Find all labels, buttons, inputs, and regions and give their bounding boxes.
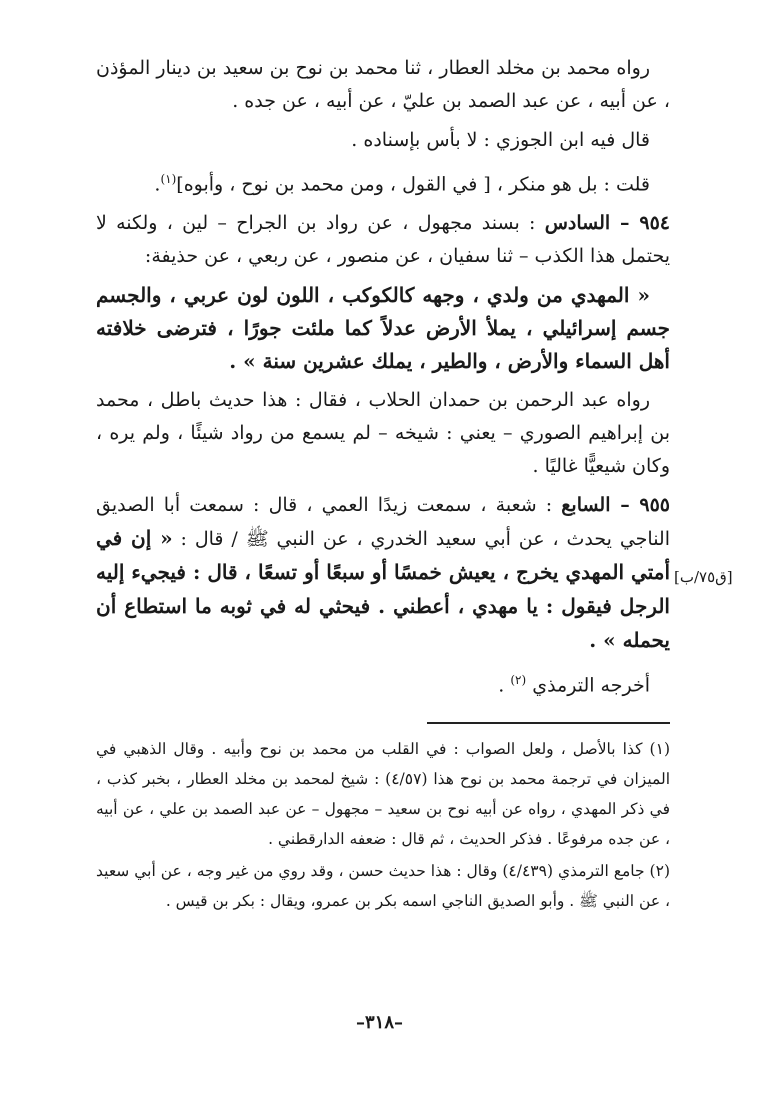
paragraph-takhrij bbox=[96, 664, 670, 702]
isnad-954: : بسند مجهول ، عن رواد بن الجراح – لين ، ولكنه لا يحتمل هذا الكذب – ثنا سفيان ، عن منصور ، عن ربعي ، عن حذيفة: bbox=[96, 212, 670, 268]
paragraph-qultu bbox=[96, 163, 670, 201]
footnote-ref-1[interactable]: (١) bbox=[160, 172, 177, 186]
hadith-text-955: « إن في أمتي المهدي يخرج ، يعيش خمسًا أو سبعًا أو تسعًا ، قال : فيجيء إليه الرجل فيقول : يا مهدي ، أعطني . فيحثي له في ثوبه ما استطاع أن يحمله » . bbox=[96, 526, 670, 653]
takhrij-end: . bbox=[498, 674, 505, 697]
paragraph-955 bbox=[96, 489, 670, 658]
paragraph-ibn-jawzi: قال فيه ابن الجوزي : لا بأس بإسناده . bbox=[351, 129, 650, 151]
isnad-955: : شعبة ، سمعت زيدًا العمي ، قال : سمعت أبا الصديق الناجي يحدث ، عن أبي سعيد الخدري ، عن النبي ﷺ / قال : bbox=[96, 494, 670, 551]
paragraph-rawah-1: رواه محمد بن مخلد العطار ، ثنا محمد بن نوح بن سعيد بن دينار المؤذن ، عن أبيه ، عن عبد الصمد بن عليّ ، عن أبيه ، عن جده . bbox=[96, 57, 670, 112]
paragraph-rawah-halab: رواه عبد الرحمن بن حمدان الحلاب ، فقال : هذا حديث باطل ، محمد بن إبراهيم الصوري – يعني : شيخه – لم يسمع من رواد شيئًا ، ولم يره ، وكان شيعيًّا غاليًا . bbox=[96, 389, 670, 478]
main-text bbox=[96, 52, 670, 709]
hadith-text-954: « المهدي من ولدي ، وجهه كالكوكب ، اللون لون عربي ، والجسم جسم إسرائيلي ، يملأ الأرض عدلاً كما ملئت جورًا ، فترضى خلافته أهل السماء والأرض ، والطير ، يملك عشرين سنة » . bbox=[96, 283, 670, 374]
footnote-2: (٢) جامع الترمذي (٤/٤٣٩) وقال : هذا حديث حسن ، وقد روي من غير وجه ، عن أبي سعيد ، عن النبي ﷺ . وأبو الصديق الناجي اسمه بكر بن عمرو، ويقال : بكر بن قيس . bbox=[96, 862, 670, 910]
page-number: –٣١٨– bbox=[355, 1012, 403, 1033]
hadith-number-954: ٩٥٤ – السادس bbox=[544, 212, 670, 235]
footnote-ref-2[interactable]: (٢) bbox=[510, 673, 527, 688]
manuscript-folio-note: [ق٧٥/ب] bbox=[674, 568, 733, 586]
paragraph-954 bbox=[96, 207, 670, 273]
footnote-1: (١) كذا بالأصل ، ولعل الصواب : في القلب من محمد بن نوح وأبيه . وقال الذهبي في الميزان في ترجمة محمد بن نوح هذا (٤/٥٧) : شيخ لمحمد بن مخلد العطار ، بخبر كذب ، في ذكر المهدي ، رواه عن أبيه نوح بن سعيد – مجهول – عن عبد الصمد بن علي ، عن أبيه ، عن جده مرفوعًا . فذكر الحديث ، ثم قال : ضعفه الدارقطني . bbox=[96, 740, 671, 848]
qultu-end: . bbox=[154, 173, 161, 196]
footnote-divider bbox=[427, 722, 670, 724]
qultu-text: قلت : بل هو منكر ، [ في القول ، ومن محمد بن نوح ، وأبوه] bbox=[176, 173, 650, 196]
takhrij-text: أخرجه الترمذي bbox=[532, 674, 650, 697]
hadith-number-955: ٩٥٥ – السابع bbox=[561, 494, 670, 517]
footnotes bbox=[96, 734, 670, 918]
